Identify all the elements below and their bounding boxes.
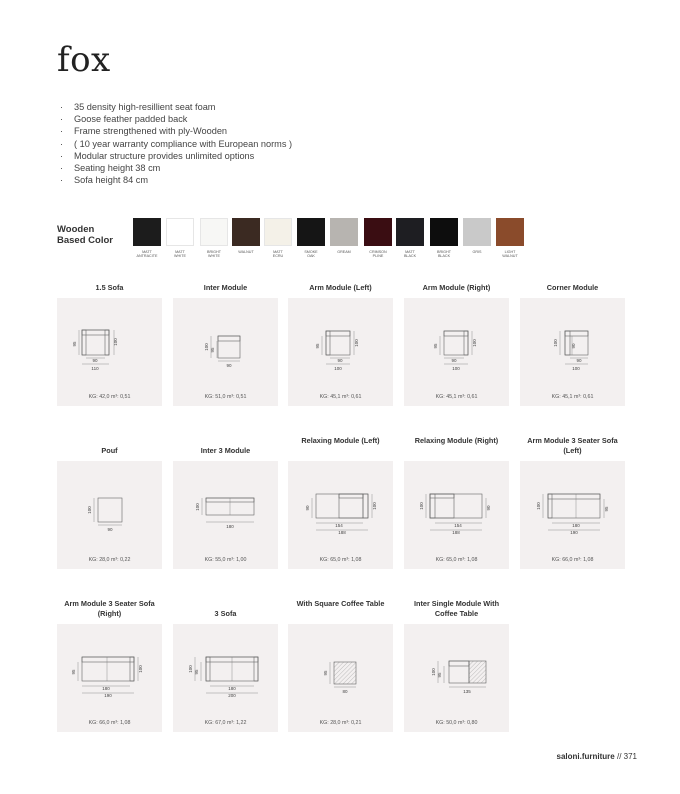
color-swatch xyxy=(330,218,358,246)
dimension-label: 90 xyxy=(107,527,113,532)
module-diagram xyxy=(173,461,278,569)
module-outline xyxy=(218,336,240,341)
module-diagram xyxy=(57,624,162,732)
dimension-label: 100 xyxy=(419,502,424,510)
dimension-label: 95 xyxy=(72,341,77,347)
dimension-label: 100 xyxy=(372,502,377,510)
color-swatch-label: SMOKE OAK xyxy=(304,250,318,259)
module-outline xyxy=(82,330,86,355)
module-title: Inter Single Module With Coffee Table xyxy=(413,599,500,618)
bullet: · xyxy=(60,114,64,125)
bullet: · xyxy=(60,102,64,112)
module-outline xyxy=(130,657,134,681)
module-outline xyxy=(326,331,350,355)
module-outline xyxy=(430,494,454,498)
module-outline xyxy=(565,331,570,355)
module-outline xyxy=(444,331,468,355)
module-card xyxy=(57,298,162,406)
module-outline xyxy=(548,494,600,499)
module-outline xyxy=(206,657,210,681)
module-outline xyxy=(326,331,330,355)
color-swatch-label: GREAM xyxy=(337,250,351,254)
module-specs: KG: 50,0 m³: 0,80 xyxy=(435,720,478,726)
module-outline xyxy=(316,494,368,518)
module-outline xyxy=(430,494,482,518)
color-swatch-label: GRIS xyxy=(472,250,482,254)
module-outline xyxy=(363,494,368,518)
module-specs: KG: 45,1 m³: 0,61 xyxy=(551,394,594,400)
dimension-label: 190 xyxy=(570,530,578,535)
module-card xyxy=(404,298,509,406)
dimension-label: 80 xyxy=(342,689,348,694)
module-title: With Square Coffee Table xyxy=(296,599,385,608)
module-diagram xyxy=(57,298,162,406)
module-card xyxy=(404,624,509,732)
color-swatch xyxy=(496,218,524,246)
color-swatch-label: BRIGHT WHITE xyxy=(207,250,221,259)
dimension-label: 180 xyxy=(572,523,580,528)
feature-item: · Modular structure provides unlimited options xyxy=(60,150,255,161)
module-title: Corner Module xyxy=(546,283,599,292)
feature-item: · Seating height 38 cm xyxy=(60,163,161,174)
module-diagram xyxy=(173,298,278,406)
bullet: · xyxy=(60,163,64,174)
color-swatch xyxy=(396,218,424,246)
dimension-label: 95 xyxy=(315,343,320,349)
color-swatch-label: WALNUT xyxy=(238,250,254,254)
module-title: Pouf xyxy=(101,446,118,455)
module-specs: KG: 45,1 m³: 0,61 xyxy=(319,394,362,400)
color-swatch xyxy=(166,218,194,246)
module-specs: KG: 66,0 m³: 1,08 xyxy=(551,557,594,563)
module-diagram xyxy=(288,461,393,569)
dimension-label: 100 xyxy=(472,339,477,347)
module-specs: KG: 55,0 m³: 1,00 xyxy=(204,557,247,563)
dimension-label: 90 xyxy=(486,505,491,511)
module-title: Arm Module (Right) xyxy=(422,283,491,292)
dimension-label: 188 xyxy=(338,530,346,535)
dimension-label: 95 xyxy=(194,669,199,675)
dimension-label: 135 xyxy=(463,689,471,694)
bullet: · xyxy=(60,175,64,186)
module-outline xyxy=(548,494,600,518)
module-outline xyxy=(98,498,122,522)
dimension-label: 90 xyxy=(92,358,98,363)
color-swatch-label: LIGHT WALNUT xyxy=(502,250,518,259)
bullet: · xyxy=(60,126,64,137)
dimension-label: 90 xyxy=(576,358,582,363)
color-swatch-label: MATT ANTRACITE xyxy=(136,250,158,259)
module-outline xyxy=(334,662,356,684)
dimension-label: 110 xyxy=(91,366,99,371)
page-number: // 371 xyxy=(616,752,637,761)
module-card xyxy=(404,461,509,569)
dimension-label: 100 xyxy=(354,339,359,347)
module-outline xyxy=(430,494,454,518)
dimension-label: 95 xyxy=(323,670,328,676)
module-outline xyxy=(430,494,435,518)
module-title: Inter Module xyxy=(203,283,248,292)
module-outline xyxy=(105,330,109,355)
module-diagram xyxy=(520,461,625,569)
dimension-label: 100 xyxy=(138,665,143,673)
module-specs: KG: 65,0 m³: 1,08 xyxy=(435,557,478,563)
module-title: Relaxing Module (Right) xyxy=(414,436,499,445)
module-outline xyxy=(218,336,240,358)
module-card xyxy=(288,298,393,406)
dimension-label: 154 xyxy=(454,523,462,528)
module-specs: KG: 28,0 m³: 0,22 xyxy=(88,557,131,563)
color-swatch-label: CRIMSON PLINE xyxy=(369,250,387,259)
module-specs: KG: 67,0 m³: 1,22 xyxy=(204,720,247,726)
color-swatch xyxy=(133,218,161,246)
module-diagram xyxy=(288,624,393,732)
feature-list xyxy=(60,101,292,186)
module-card xyxy=(288,461,393,569)
module-outline xyxy=(82,657,134,681)
dimension-label: 180 xyxy=(102,686,110,691)
module-title: 3 Sofa xyxy=(214,609,237,618)
color-swatch xyxy=(430,218,458,246)
dimension-label: 200 xyxy=(228,693,236,698)
color-swatch-label: BRIGHT BLACK xyxy=(437,250,451,259)
module-outline xyxy=(469,661,486,683)
module-outline xyxy=(449,661,469,683)
dimension-label: 180 xyxy=(228,686,236,691)
dimension-label: 95 xyxy=(604,506,609,512)
color-section-label: Wooden Based Color xyxy=(57,224,113,246)
brand-name: saloni.furniture xyxy=(556,752,615,761)
dimension-label: 90 xyxy=(226,363,232,368)
color-swatch xyxy=(297,218,325,246)
module-diagram xyxy=(404,298,509,406)
module-diagram xyxy=(404,624,509,732)
module-title: Relaxing Module (Left) xyxy=(301,436,380,445)
module-outline xyxy=(339,494,363,498)
dimension-label: 100 xyxy=(536,502,541,510)
module-card xyxy=(173,298,278,406)
module-outline xyxy=(548,494,552,518)
dimension-label: 90 xyxy=(571,343,576,349)
module-card xyxy=(173,461,278,569)
module-specs: KG: 51,0 m³: 0,51 xyxy=(204,394,247,400)
module-title: 1.5 Sofa xyxy=(95,283,124,292)
feature-item: · Frame strengthened with ply-Wooden xyxy=(60,126,228,137)
dimension-label: 100 xyxy=(431,668,436,676)
feature-item: · Sofa height 84 cm xyxy=(60,175,149,186)
module-diagram xyxy=(173,624,278,732)
dimension-label: 100 xyxy=(113,338,118,346)
module-outline xyxy=(254,657,258,681)
dimension-label: 95 xyxy=(437,672,442,678)
dimension-label: 90 xyxy=(305,505,310,511)
module-specs: KG: 45,1 m³: 0,61 xyxy=(435,394,478,400)
page-footer xyxy=(557,752,637,761)
dimension-label: 100 xyxy=(334,366,342,371)
module-outline xyxy=(464,331,468,355)
module-card xyxy=(57,461,162,569)
module-diagram xyxy=(520,298,625,406)
color-swatch-label: MATT WHITE xyxy=(174,250,186,259)
module-title: Inter 3 Module xyxy=(200,446,251,455)
dimension-label: 100 xyxy=(452,366,460,371)
module-diagram xyxy=(288,298,393,406)
module-outline xyxy=(326,331,350,336)
module-title: Arm Module 3 Seater Sofa (Left) xyxy=(527,436,618,455)
dimension-label: 95 xyxy=(433,343,438,349)
module-title: Arm Module 3 Seater Sofa (Right) xyxy=(64,599,155,618)
dimension-label: 100 xyxy=(204,343,209,351)
color-swatch xyxy=(463,218,491,246)
dimension-label: 100 xyxy=(87,506,92,514)
dimension-label: 90 xyxy=(337,358,343,363)
color-swatch xyxy=(200,218,228,246)
color-swatch-label: MATT BLACK xyxy=(403,250,417,259)
module-card xyxy=(173,624,278,732)
module-diagram xyxy=(57,461,162,569)
module-card xyxy=(288,624,393,732)
color-swatch xyxy=(364,218,392,246)
dimension-label: 154 xyxy=(335,523,343,528)
dimension-label: 100 xyxy=(553,339,558,347)
module-outline xyxy=(444,331,468,336)
bullet: · xyxy=(60,138,64,149)
module-card xyxy=(520,298,625,406)
dimension-label: 95 xyxy=(210,347,215,353)
module-outline xyxy=(449,661,469,666)
dimension-label: 180 xyxy=(226,524,234,529)
module-outline xyxy=(565,331,588,355)
dimension-label: 100 xyxy=(195,503,200,511)
module-card xyxy=(520,461,625,569)
feature-item: · Goose feather padded back xyxy=(60,114,188,125)
module-diagram xyxy=(404,461,509,569)
dimension-label: 100 xyxy=(572,366,580,371)
module-specs: KG: 42,0 m³: 0,51 xyxy=(88,394,131,400)
module-outline xyxy=(339,494,363,518)
module-specs: KG: 28,0 m³: 0,21 xyxy=(319,720,362,726)
dimension-label: 90 xyxy=(451,358,457,363)
dimension-label: 188 xyxy=(452,530,460,535)
color-swatch-label: MATT ECRU xyxy=(272,250,284,259)
color-swatch xyxy=(264,218,292,246)
bullet: · xyxy=(60,150,64,161)
module-outline xyxy=(565,331,588,336)
dimension-label: 100 xyxy=(188,665,193,673)
page-title: fox xyxy=(57,40,111,80)
module-title: Arm Module (Left) xyxy=(309,283,372,292)
module-specs: KG: 66,0 m³: 1,08 xyxy=(88,720,131,726)
module-specs: KG: 65,0 m³: 1,08 xyxy=(319,557,362,563)
dimension-label: 190 xyxy=(104,693,112,698)
feature-item: · ( 10 year warranty compliance with European norms ) xyxy=(60,138,293,149)
color-swatch xyxy=(232,218,260,246)
module-outline xyxy=(82,657,134,662)
dimension-label: 95 xyxy=(71,669,76,675)
module-card xyxy=(57,624,162,732)
feature-item: · 35 density high-resillient seat foam xyxy=(60,102,216,112)
